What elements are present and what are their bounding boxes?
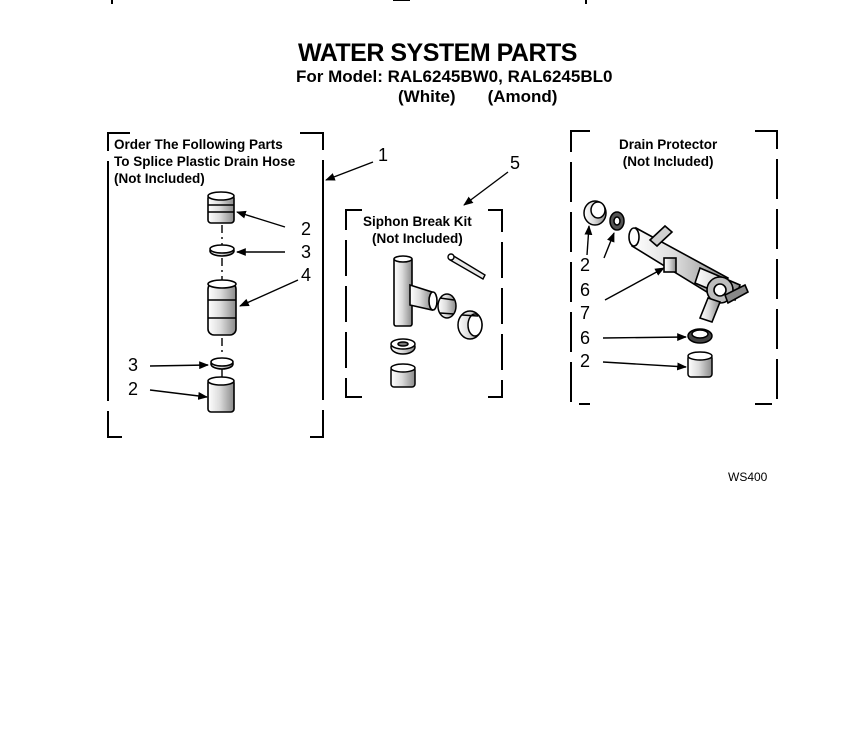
callout-1: 1 — [378, 145, 389, 165]
siphon-strap — [448, 254, 485, 279]
callout-splice-3-bottom: 3 — [128, 355, 139, 375]
leader-1 — [326, 162, 373, 180]
callout-drain-6-bottom: 6 — [580, 328, 591, 348]
splice-clamp-top — [210, 245, 234, 256]
callout-5: 5 — [510, 153, 521, 173]
variant-white: (White) — [398, 87, 456, 106]
callout-splice-3-top: 3 — [301, 242, 312, 262]
drain-cap-top — [584, 201, 606, 225]
diagram-code: WS400 — [728, 470, 768, 484]
splice-clamp-bottom — [211, 358, 233, 369]
page-title: WATER SYSTEM PARTS — [298, 39, 577, 67]
callout-drain-2-top: 2 — [580, 255, 591, 275]
siphon-cap — [458, 311, 482, 339]
siphon-ring — [391, 339, 415, 354]
callout-drain-7: 7 — [580, 303, 591, 323]
drain-body — [629, 226, 748, 322]
top-edge-marks — [112, 0, 586, 4]
splice-connector-bottom — [208, 377, 234, 412]
callout-splice-2-top: 2 — [301, 219, 312, 239]
siphon-heading-line-1: Siphon Break Kit — [363, 214, 472, 229]
siphon-bushing — [391, 364, 415, 387]
model-line: For Model: RAL6245BW0, RAL6245BL0 — [296, 67, 613, 86]
drain-panel-heading — [619, 136, 717, 170]
leader-5 — [464, 172, 508, 205]
siphon-nut — [438, 294, 456, 318]
callout-drain-6-top: 6 — [580, 280, 591, 300]
callout-splice-4: 4 — [301, 265, 312, 285]
drain-heading-line-1: Drain Protector — [619, 137, 718, 152]
drain-gasket-top — [610, 212, 624, 230]
splice-connector-top — [208, 192, 234, 223]
callout-splice-2-bottom: 2 — [128, 379, 139, 399]
drain-bushing-bottom — [688, 352, 712, 377]
splice-heading-line-3: (Not Included) — [114, 171, 205, 186]
splice-heading-line-2: To Splice Plastic Drain Hose — [114, 154, 296, 169]
drain-heading-line-2: (Not Included) — [622, 154, 714, 169]
splice-coupling — [208, 280, 236, 335]
callout-drain-2-bottom: 2 — [580, 351, 591, 371]
drain-gasket-bottom — [688, 329, 712, 343]
variant-almond: (Amond) — [487, 87, 558, 106]
splice-heading-line-1: Order The Following Parts — [114, 137, 283, 152]
siphon-panel-heading — [363, 213, 472, 247]
siphon-tee — [394, 256, 437, 326]
siphon-heading-line-2: (Not Included) — [372, 231, 463, 246]
splice-panel-heading — [114, 136, 295, 187]
